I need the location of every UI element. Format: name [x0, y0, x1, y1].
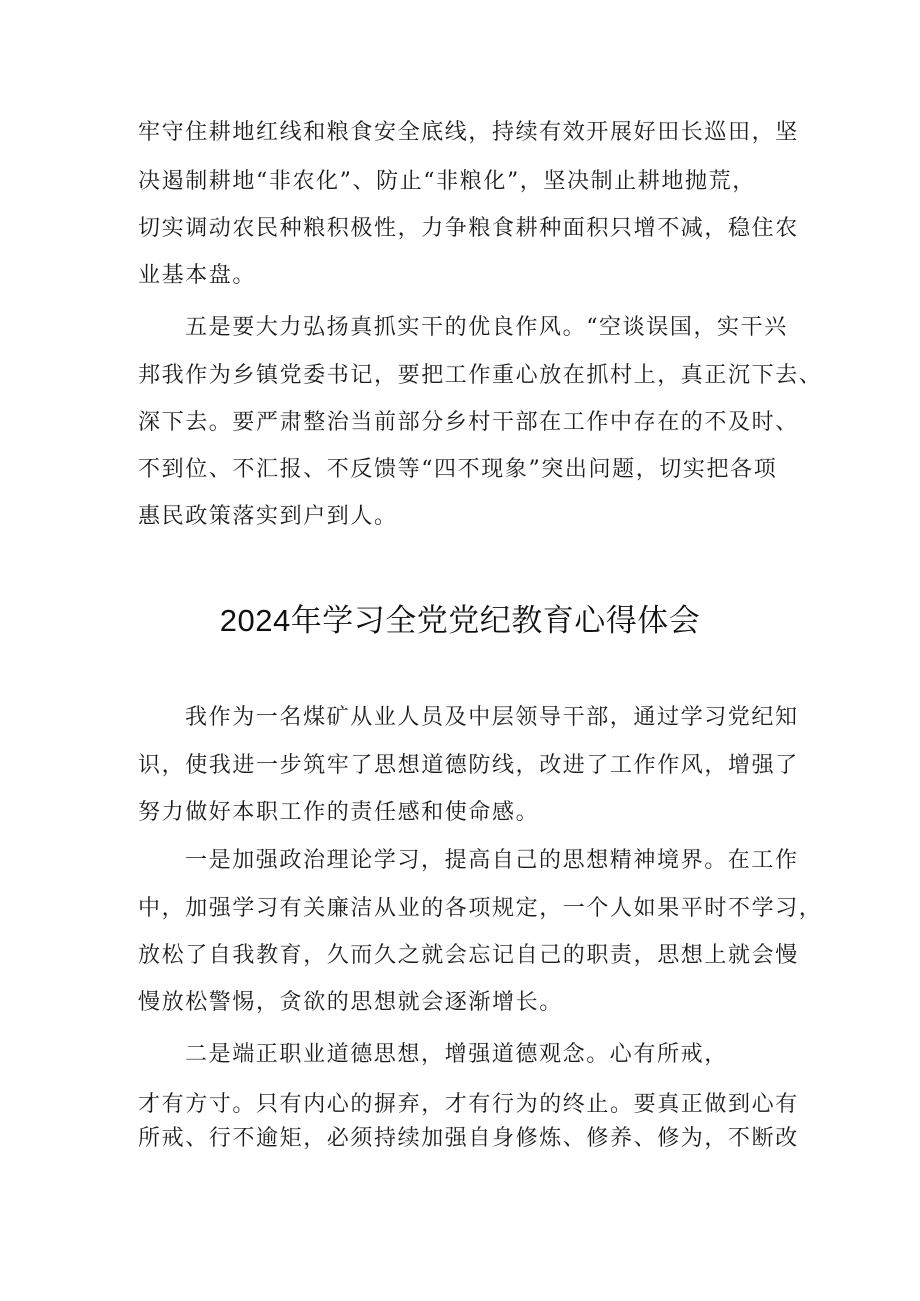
- paragraph-start-line: 五是要大力弘扬真抓实干的优良作风。“空谈误国，实干兴: [185, 315, 788, 340]
- document-title: 2024年学习全党党纪教育心得体会: [219, 603, 701, 638]
- text-line: 深下去。要严肃整治当前部分乡村干部在工作中存在的不及时、: [138, 410, 799, 435]
- text-line: 牢守住耕地红线和粮食安全底线，持续有效开展好田长巡田，坚: [138, 120, 799, 145]
- text-line: 决遏制耕地“非农化”、防止“非粮化”，坚决制止耕地抛荒，: [138, 169, 756, 194]
- text-line: 不到位、不汇报、不反馈等“四不现象”突出问题，切实把各项: [138, 457, 778, 482]
- text-line: 邦我作为乡镇党委书记，要把工作重心放在抓村上，真正沉下去、: [138, 363, 823, 388]
- text-line: 放松了自我教育，久而久之就会忘记自己的职责，思想上就会慢: [138, 943, 799, 968]
- text-line: 切实调动农民种粮积极性，力争粮食耕种面积只增不减，稳住农: [138, 216, 799, 241]
- paragraph-start-line: 我作为一名煤矿从业人员及中层领导干部，通过学习党纪知: [185, 705, 799, 730]
- text-line: 惠民政策落实到户到人。: [138, 504, 398, 529]
- text-line: 慢放松警惕，贪欲的思想就会逐渐增长。: [138, 990, 563, 1015]
- text-line: 努力做好本职工作的责任感和使命感。: [138, 800, 540, 825]
- text-line: 所戒、行不逾矩，必须持续加强自身修炼、修养、修为，不断改: [138, 1126, 799, 1151]
- text-line: 识，使我进一步筑牢了思想道德防线，改进了工作作风，增强了: [138, 753, 799, 778]
- text-line: 业基本盘。: [138, 263, 257, 288]
- text-line: 中，加强学习有关廉洁从业的各项规定，一个人如果平时不学习，: [138, 896, 823, 921]
- paragraph-start-line: 二是端正职业道德思想，增强道德观念。心有所戒，: [185, 1042, 728, 1067]
- paragraph-start-line: 一是加强政治理论学习，提高自己的思想精神境界。在工作: [185, 848, 799, 873]
- text-line: 才有方寸。只有内心的摒弃，才有行为的终止。要真正做到心有: [138, 1092, 799, 1117]
